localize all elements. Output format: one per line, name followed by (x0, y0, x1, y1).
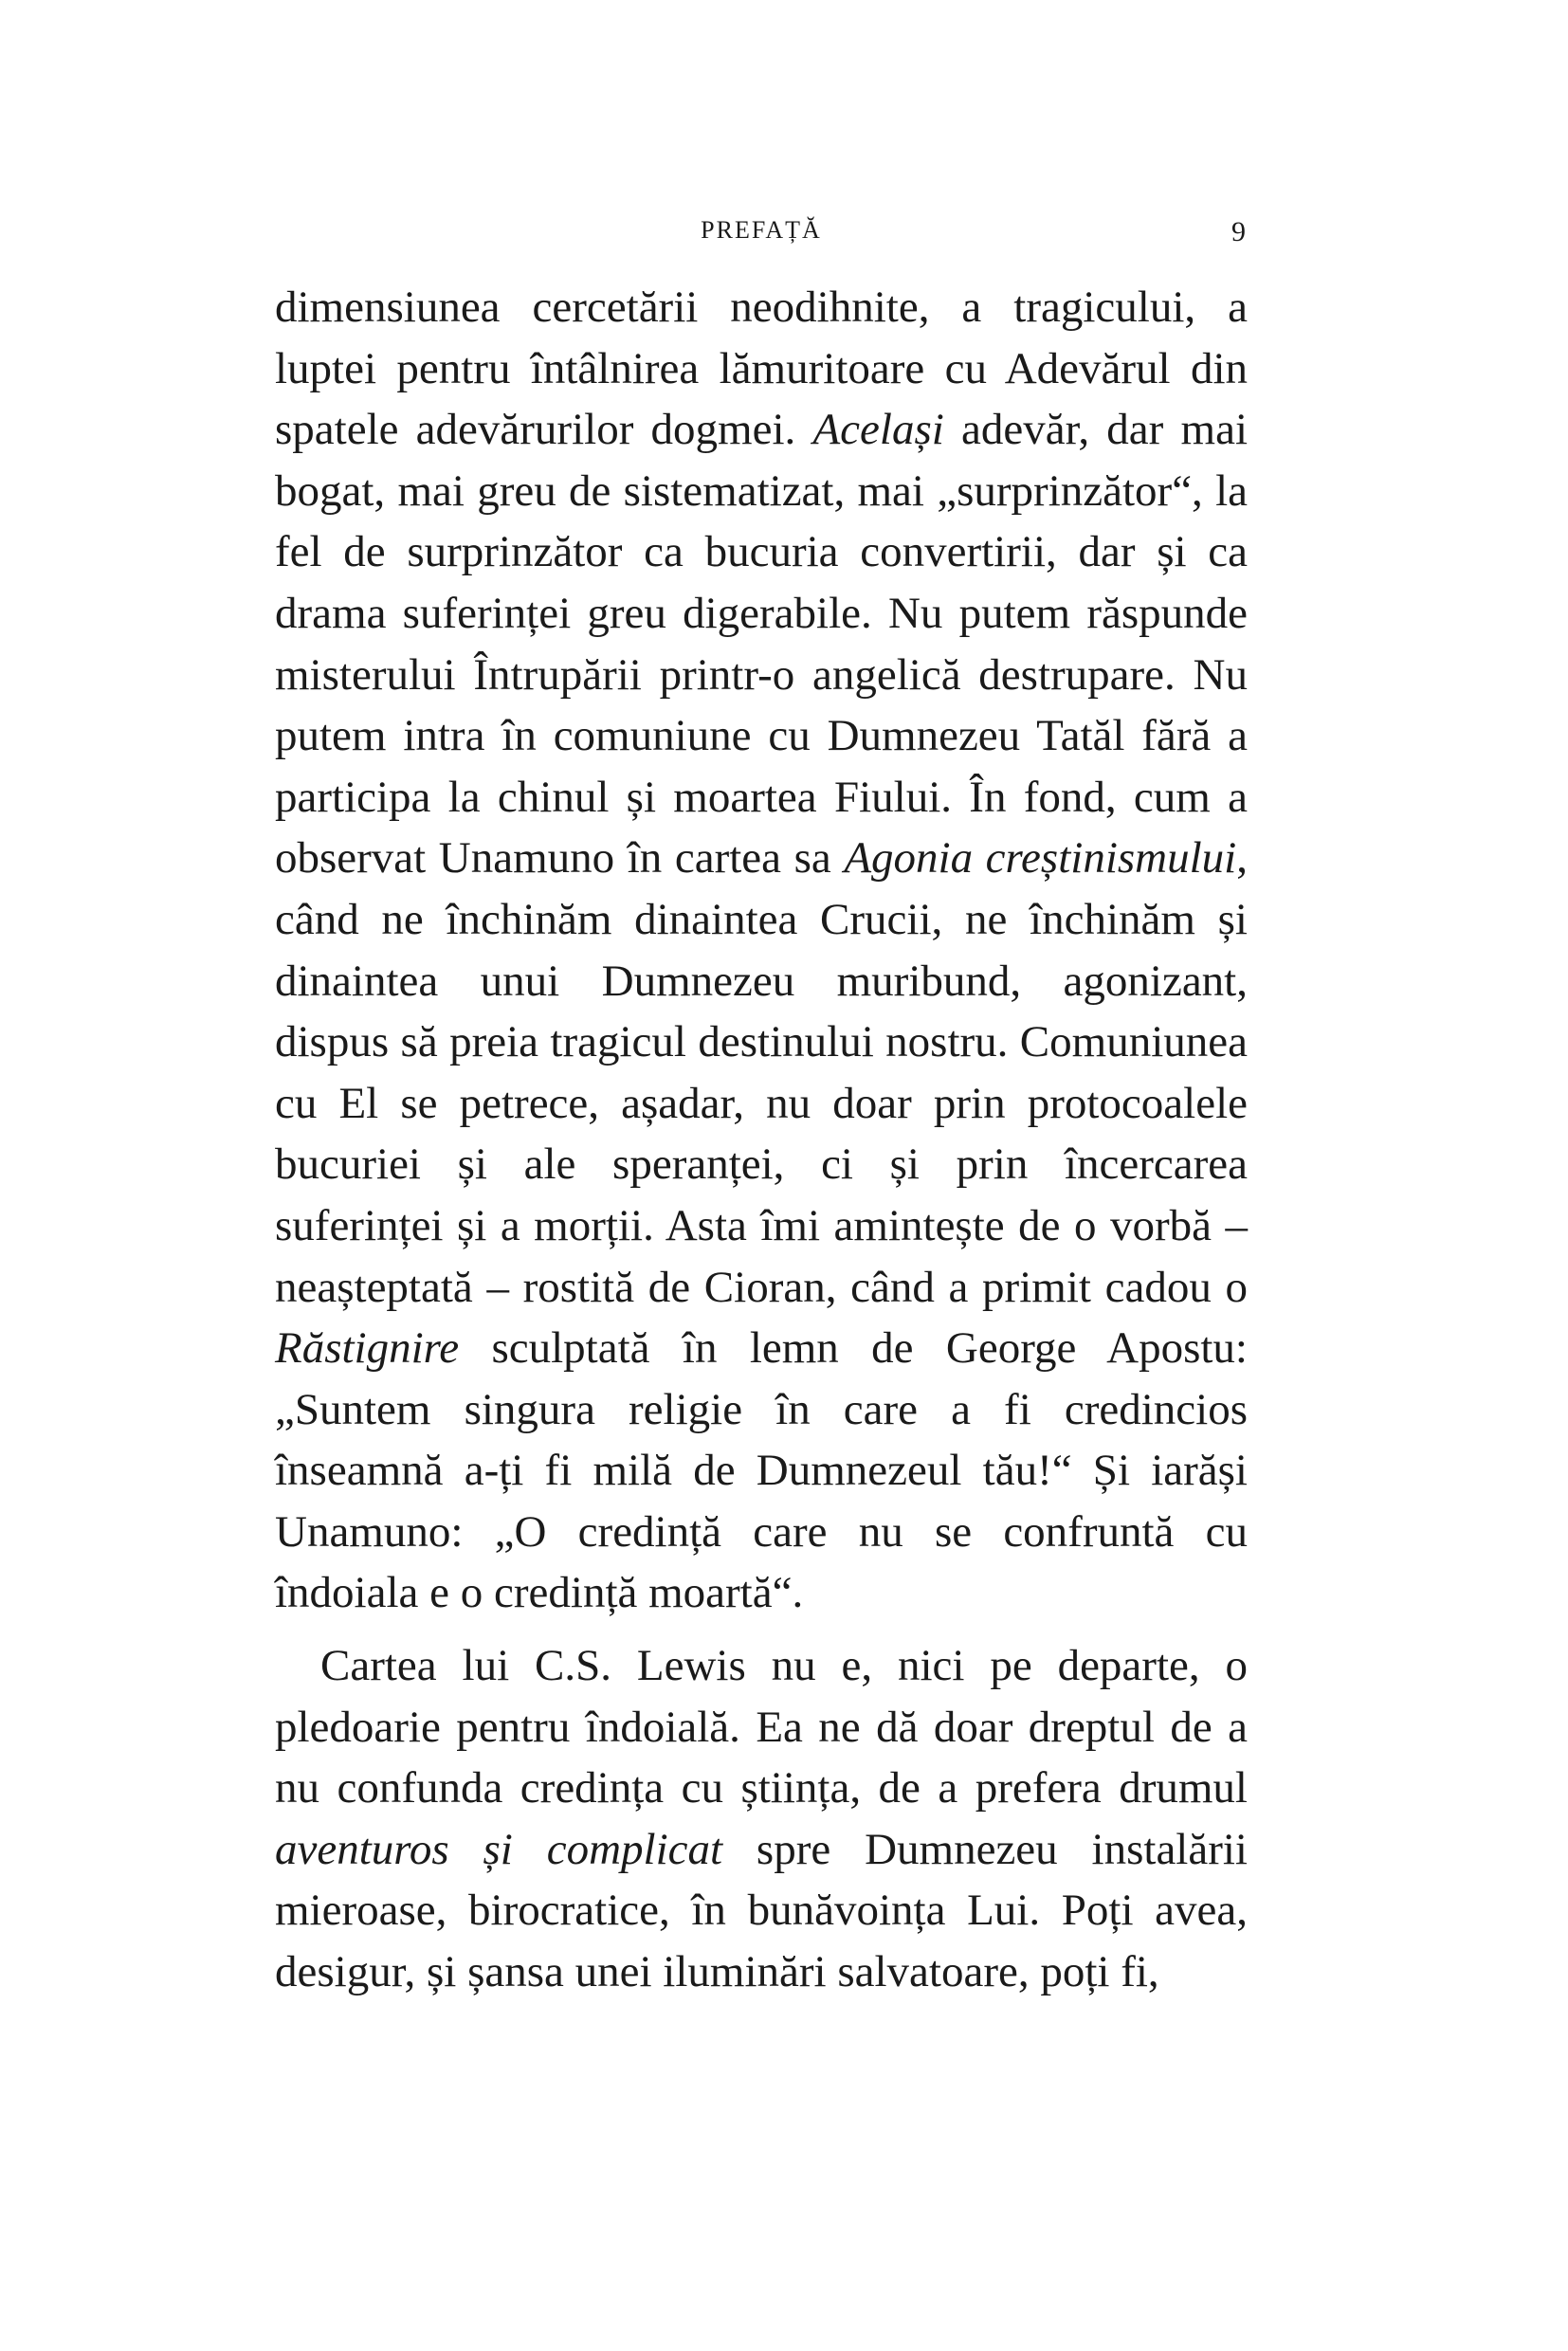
paragraph-1-text-3: , când ne închinăm dinaintea Crucii, ne închinăm și dinaintea unui Dumnezeu muribund, agonizant, dispus să preia tragicul destinului nostru. Comuniunea cu El se petrece, așadar, nu doar prin protocoalele bucuriei și ale speranței, ci și prin încercarea suferinței și a morții. Asta îmi amintește de o vorbă – neașteptată – rostită de Cioran, când a primit cadou o (275, 833, 1248, 1312)
running-head (275, 216, 1248, 254)
paragraph-1-italic-1: Același (812, 405, 944, 455)
paragraph-2-text-1: Cartea lui C.S. Lewis nu e, nici pe departe, o pledoarie pentru îndoială. Ea ne dă doar dreptul de a nu confunda credința cu știința, de a prefera drumul (275, 1641, 1248, 1813)
paragraph-1 (275, 277, 1248, 1624)
paragraph-2 (275, 1635, 1248, 2003)
body-text (275, 277, 1248, 2003)
paragraph-1-italic-2: Agonia creștinismului (844, 833, 1237, 884)
page-number: 9 (1231, 216, 1246, 247)
paragraph-1-text-2: adevăr, dar mai bogat, mai greu de sistematizat, mai „surprinzător“, la fel de surprinzător ca bucuria convertirii, dar și ca drama suferinței greu digerabile. Nu putem răspunde misterului Întrupării printr-o angelică destrupare. Nu putem intra în comuniune cu Dumnezeu Tatăl fără a participa la chinul și moartea Fiului. În fond, cum a observat Unamuno în cartea sa (275, 405, 1248, 884)
paragraph-2-text-2: spre Dumnezeu instalării mieroase, birocratice, în bunăvoința Lui. Poți avea, desigur, și șansa unei iluminări salvatoare, poți fi, (275, 1824, 1248, 1997)
paragraph-1-text-4: sculptată în lemn de George Apostu: „Suntem singura religie în care a fi credincios înseamnă a-ți fi milă de Dumnezeul tău!“ Și iarăși Unamuno: „O credință care nu se confruntă cu îndoiala e o credință moartă“. (275, 1323, 1248, 1618)
paragraph-2-italic-1: aventuros și complicat (275, 1824, 723, 1874)
running-head-title: PREFAȚĂ (701, 216, 822, 244)
paragraph-1-italic-3: Răstignire (275, 1323, 460, 1374)
paragraph-1-text-1: dimensiunea cercetării neodihnite, a tragicului, a luptei pentru întâlnirea lămuritoare cu Adevărul din spatele adevărurilor dogmei. (275, 282, 1248, 455)
